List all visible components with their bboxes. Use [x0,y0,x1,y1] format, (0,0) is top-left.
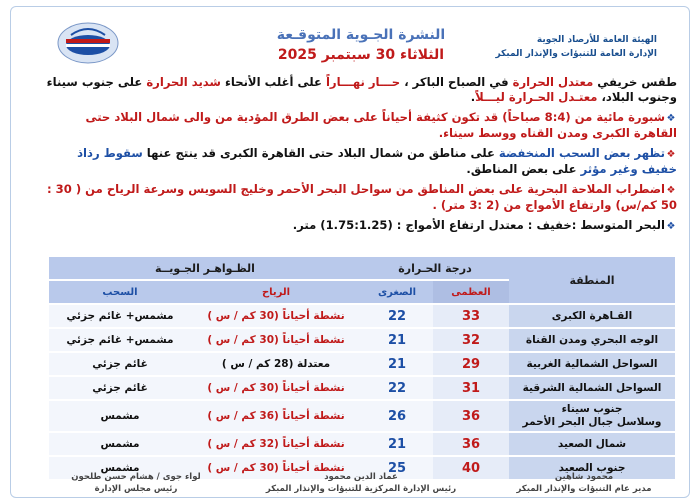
min-temp-cell: 21 [361,329,433,351]
wind-cell: نشطة أحياناً (30 كم / س ) [191,457,361,479]
signatory-title: مدير عام التنبؤات والإنذار المبكر [516,484,652,494]
table-row [49,329,675,351]
clouds-cell: مشمس+ غائم جزئي [49,305,191,327]
bulletin-title: النشرة الجـوية المتوقـعة [276,27,446,43]
max-temp-cell: 36 [433,401,509,431]
region-cell: الوجه البحري ومدن القناة [509,329,675,351]
region-cell: جنوب الصعيد [509,457,675,479]
marine-paragraph: ❖اضطراب الملاحة البحرية على بعض المناطق من سواحل البحر الأحمر وخليج السويس وسرعة الرياح من ( 30 : 50 كم/س) وارتفاع الأمواج من (2 :3 متر) . [46,182,677,212]
forecast-table [49,255,675,481]
min-temp-header: الصغرى [361,281,433,303]
bulletin-date: الثلاثاء 30 سبتمبر 2025 [277,47,445,63]
region-header: المنطقة [509,257,675,303]
max-temp-header: العظمى [433,281,509,303]
min-temp-cell: 26 [361,401,433,431]
table-row [49,353,675,375]
table-row [49,433,675,455]
region-cell: جنوب سيناء وسلاسل جبال البحر الأحمر [509,401,675,431]
fog-paragraph: ❖شبورة مائية من (8:4 صباحاً) قد تكون كثيفة أحياناً على بعض الطرق المؤدية من والى شمال البلاد حتى القاهرة الكبرى ومدن القناه ووسط سيناء. [85,110,677,140]
signature-center [261,471,461,495]
phenomena-header: الظـواهـر الجـويــة [49,257,361,279]
general-weather-paragraph: طقس خريفي معتدل الحرارة في الصباح الباكر ، حـــار نهـــاراً على أغلب الأنحاء شديد الحرارة على جنوب سيناء وجنوب البلاد، معتـدل الحـرارة ليـــلاً. [46,75,677,104]
diamond-bullet-icon: ❖ [666,149,676,160]
signatory-title: رئيس مجلس الإدارة [94,484,178,494]
region-cell: القـاهرة الكبرى [509,305,675,327]
bulletin-page [10,6,690,498]
clouds-cell: مشمس+ غائم جزئي [49,329,191,351]
min-temp-cell: 25 [361,457,433,479]
max-temp-cell: 29 [433,353,509,375]
min-temp-cell: 22 [361,377,433,399]
table-row [49,377,675,399]
signatory-name: محمود شاهين [554,472,614,482]
organization-header [457,33,657,61]
diamond-bullet-icon: ❖ [666,113,676,124]
wind-cell: معتدلة (28 كم / س ) [191,353,361,375]
min-temp-cell: 22 [361,305,433,327]
signature-right [499,471,669,495]
max-temp-cell: 40 [433,457,509,479]
meteorology-logo-icon [53,19,123,67]
forecast-text [45,75,677,239]
table-row [49,401,675,431]
max-temp-cell: 32 [433,329,509,351]
signatory-name: لواء جوى / هشام حسن طلحون [71,472,201,482]
clouds-header: السحب [49,281,191,303]
clouds-cell: مشمس [49,401,191,431]
wind-cell: نشطة أحياناً (30 كم / س ) [191,305,361,327]
signatory-title: رئيس الإدارة المركزية للتنبؤات والإنذار المبكر [265,484,457,494]
max-temp-cell: 31 [433,377,509,399]
region-cell: السواحل الشمالية الشرقية [509,377,675,399]
diamond-bullet-icon: ❖ [666,185,676,196]
clouds-cell: مشمس [49,433,191,455]
temperature-header: درجة الحـرارة [361,257,509,279]
wind-cell: نشطة أحياناً (30 كم / س ) [191,377,361,399]
clouds-cell: غائم جزئي [49,353,191,375]
clouds-paragraph: ❖تظهر بعض السحب المنخفضة على مناطق من شمال البلاد حتى القاهرة الكبرى قد ينتج عنها سقوط رذاذ خفيف وغير مؤثر على بعض المناطق. [77,146,677,176]
min-temp-cell: 21 [361,353,433,375]
region-cell: شمال الصعيد [509,433,675,455]
signatory-name: عماد الدين محمود [324,472,398,482]
bulletin-heading [261,27,461,63]
min-temp-cell: 21 [361,433,433,455]
clouds-cell: مشمس [49,457,191,479]
clouds-cell: غائم جزئي [49,377,191,399]
diamond-bullet-icon: ❖ [666,221,676,232]
wind-cell: نشطة أحياناً (30 كم / س ) [191,329,361,351]
org-name: الهيئة العامة للأرصاد الجوية [536,35,657,45]
wind-cell: نشطة أحياناً (32 كم / س ) [191,433,361,455]
signature-left [51,471,221,495]
wind-cell: نشطة أحياناً (36 كم / س ) [191,401,361,431]
wind-header: الرياح [191,281,361,303]
region-cell: السواحل الشمالية الغربية [509,353,675,375]
mediterranean-paragraph: ❖البحر المتوسط :خفيف : معتدل ارتفاع الأمواج : (1.75:1.25) متر. [292,218,676,232]
org-department: الإدارة العامة للتنبؤات والإنذار المبكر [495,49,657,59]
table-row [49,305,675,327]
max-temp-cell: 33 [433,305,509,327]
max-temp-cell: 36 [433,433,509,455]
forecast-table-body [49,305,675,479]
